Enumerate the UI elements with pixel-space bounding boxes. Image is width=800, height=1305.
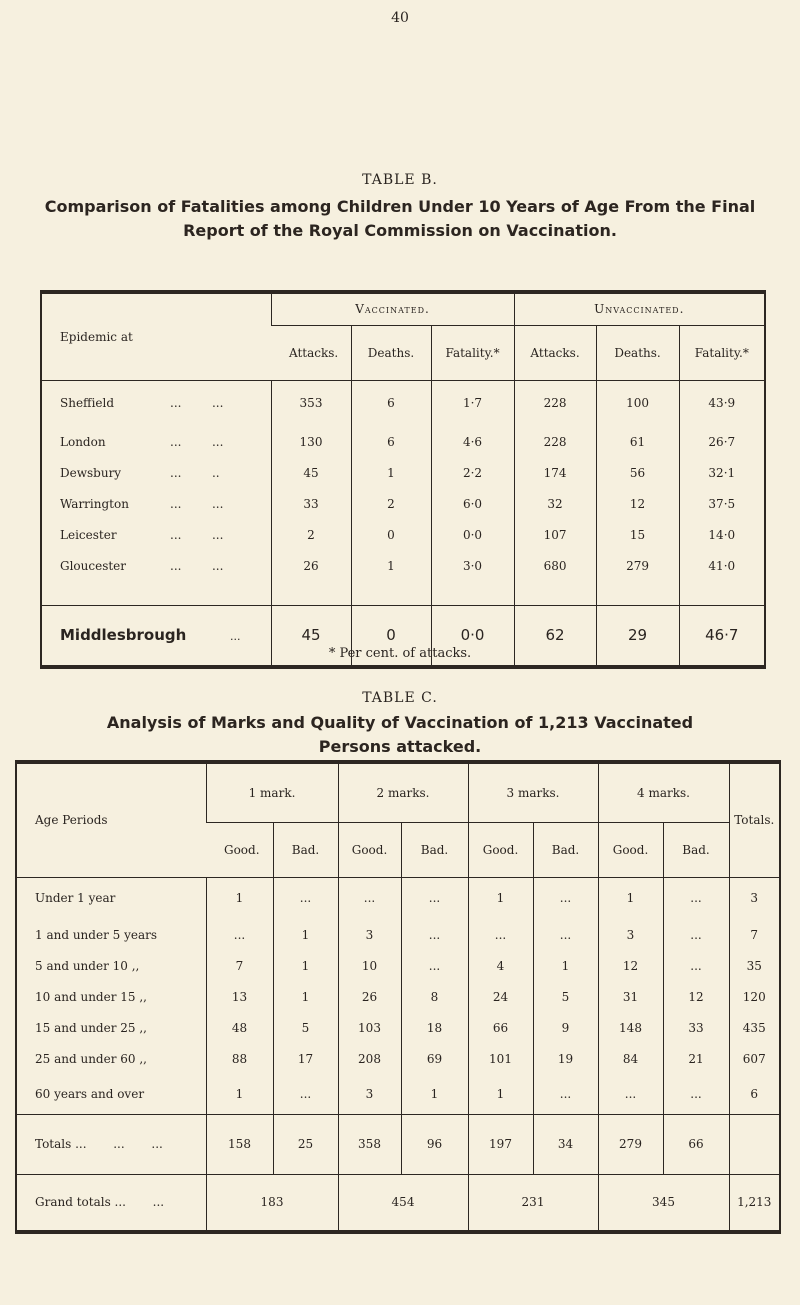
value-cell: 279: [596, 550, 679, 581]
place-cell: [41, 380, 271, 426]
spacer-cell: [351, 581, 431, 605]
table-row: [41, 488, 765, 519]
value-cell: 6: [351, 426, 431, 457]
value-cell: 13: [206, 981, 273, 1012]
value-cell: 56: [596, 457, 679, 488]
value-cell: 10: [338, 950, 401, 981]
place-cell: [41, 426, 271, 457]
value-cell: 1: [533, 950, 598, 981]
spacer-cell: [679, 581, 765, 605]
value-cell: 680: [514, 550, 596, 581]
value-cell: 29: [596, 605, 679, 667]
column-header: Good.: [338, 822, 401, 877]
value-cell: 107: [514, 519, 596, 550]
value-cell: 6: [351, 380, 431, 426]
value-cell: 228: [514, 380, 596, 426]
column-header: Attacks.: [271, 325, 351, 380]
totals-row: [16, 1114, 780, 1174]
table-row: [16, 1043, 780, 1074]
value-cell: 0: [351, 605, 431, 667]
leader-dots: ... ...: [170, 496, 224, 511]
column-header: Deaths.: [596, 325, 679, 380]
value-cell: 3·0: [431, 550, 514, 581]
value-cell: 19: [533, 1043, 598, 1074]
spacer-cell: [431, 581, 514, 605]
value-cell: 197: [468, 1114, 533, 1174]
table-b: [40, 290, 766, 669]
column-header: Good.: [598, 822, 663, 877]
value-cell: ...: [533, 877, 598, 919]
value-cell: 84: [598, 1043, 663, 1074]
value-cell: 15: [596, 519, 679, 550]
value-cell: 7: [206, 950, 273, 981]
value-cell: 26·7: [679, 426, 765, 457]
value-cell: 17: [273, 1043, 338, 1074]
value-cell: 4: [468, 950, 533, 981]
age-period-cell: 15 and under 25 ,,: [35, 1020, 147, 1035]
value-cell: 9: [533, 1012, 598, 1043]
value-cell: 41·0: [679, 550, 765, 581]
value-cell: ...: [598, 1074, 663, 1114]
table-row: [16, 877, 780, 919]
value-cell: 26: [338, 981, 401, 1012]
value-cell: ...: [338, 877, 401, 919]
leader-dots: ... ...: [170, 558, 224, 573]
value-cell: 12: [598, 950, 663, 981]
value-cell: 158: [206, 1114, 273, 1174]
value-cell: 96: [401, 1114, 468, 1174]
column-header: Fatality.*: [679, 325, 765, 380]
value-cell: 88: [206, 1043, 273, 1074]
table-row: [41, 426, 765, 457]
leader-dots: ... ...: [170, 527, 224, 542]
column-header: Good.: [206, 822, 273, 877]
value-cell: 35: [729, 950, 780, 981]
place-name: Warrington: [60, 496, 129, 511]
value-cell: ...: [533, 1074, 598, 1114]
value-cell: 6: [729, 1074, 780, 1114]
value-cell: 607: [729, 1043, 780, 1074]
leader-dots: ...: [230, 630, 241, 644]
group-vaccinated: Vaccinated.: [271, 292, 514, 325]
value-cell: 101: [468, 1043, 533, 1074]
value-cell: 1: [468, 1074, 533, 1114]
age-period-cell: 5 and under 10 ,,: [35, 958, 140, 973]
age-period-cell: 10 and under 15 ,,: [35, 989, 147, 1004]
place-cell: [41, 457, 271, 488]
place-name: London: [60, 434, 106, 449]
leader-dots: ... ..: [170, 465, 220, 480]
value-cell: 12: [596, 488, 679, 519]
value-cell: 14·0: [679, 519, 765, 550]
value-cell: 345: [598, 1174, 729, 1232]
value-cell: 43·9: [679, 380, 765, 426]
value-cell: 18: [401, 1012, 468, 1043]
value-cell: 100: [596, 380, 679, 426]
age-period-cell: 60 years and over: [35, 1086, 145, 1101]
value-cell: 4·6: [431, 426, 514, 457]
value-cell: 0·0: [431, 519, 514, 550]
value-cell: 48: [206, 1012, 273, 1043]
value-cell: ...: [273, 1074, 338, 1114]
value-cell: 69: [401, 1043, 468, 1074]
value-cell: 1: [273, 919, 338, 950]
value-cell: 353: [271, 380, 351, 426]
value-cell: ...: [663, 1074, 729, 1114]
value-cell: ...: [468, 919, 533, 950]
table-c-label: TABLE C.: [362, 690, 438, 706]
value-cell: 208: [338, 1043, 401, 1074]
place-name: Middlesbrough: [60, 626, 187, 645]
value-cell: 0·0: [431, 605, 514, 667]
value-cell: ...: [663, 950, 729, 981]
value-cell: 183: [206, 1174, 338, 1232]
group-header: 4 marks.: [598, 762, 729, 822]
value-cell: 1: [598, 877, 663, 919]
leader-dots: ... ...: [170, 434, 224, 449]
value-cell: 21: [663, 1043, 729, 1074]
value-cell: 62: [514, 605, 596, 667]
value-cell: 228: [514, 426, 596, 457]
value-cell: 24: [468, 981, 533, 1012]
value-cell: 1,213: [729, 1174, 780, 1232]
value-cell: 8: [401, 981, 468, 1012]
table-row: [41, 380, 765, 426]
column-header: Good.: [468, 822, 533, 877]
value-cell: 1: [206, 877, 273, 919]
totals-header: Totals.: [729, 762, 780, 877]
spacer-cell: [596, 581, 679, 605]
value-cell: 435: [729, 1012, 780, 1043]
value-cell: 66: [468, 1012, 533, 1043]
value-cell: 1·7: [431, 380, 514, 426]
value-cell: 3: [598, 919, 663, 950]
value-cell: 1: [273, 981, 338, 1012]
row-header: Epidemic at: [41, 292, 271, 380]
value-cell: ...: [663, 877, 729, 919]
value-cell: 26: [271, 550, 351, 581]
value-cell: 1: [273, 950, 338, 981]
table-row: [41, 550, 765, 581]
table-row: [16, 950, 780, 981]
value-cell: 454: [338, 1174, 468, 1232]
value-cell: 1: [351, 457, 431, 488]
value-cell: 1: [401, 1074, 468, 1114]
column-header: Attacks.: [514, 325, 596, 380]
value-cell: ...: [533, 919, 598, 950]
value-cell: 5: [533, 981, 598, 1012]
value-cell: 2·2: [431, 457, 514, 488]
value-cell: 5: [273, 1012, 338, 1043]
value-cell: 3: [729, 877, 780, 919]
value-cell: 0: [351, 519, 431, 550]
table-b-title: Comparison of Fatalities among Children Under 10 Years of Age From the Final Report of the Royal Commission on Vaccination.: [44, 197, 756, 240]
table-c: [15, 760, 781, 1234]
spacer-cell: [41, 581, 271, 605]
place-cell: [41, 550, 271, 581]
value-cell: 61: [596, 426, 679, 457]
table-c-title: Analysis of Marks and Quality of Vaccination of 1,213 Vaccinated Persons attacked.: [106, 713, 694, 756]
table-row: [41, 519, 765, 550]
value-cell: 2: [351, 488, 431, 519]
value-cell: 358: [338, 1114, 401, 1174]
value-cell: 45: [271, 457, 351, 488]
value-cell: 32: [514, 488, 596, 519]
value-cell: 174: [514, 457, 596, 488]
value-cell: 1: [206, 1074, 273, 1114]
group-header: 3 marks.: [468, 762, 598, 822]
group-header: 2 marks.: [338, 762, 468, 822]
value-cell: 45: [271, 605, 351, 667]
grand-totals-label: Grand totals ... ...: [35, 1195, 165, 1210]
value-cell: 46·7: [679, 605, 765, 667]
footnote: * Per cent. of attacks.: [328, 646, 472, 661]
value-cell: 6·0: [431, 488, 514, 519]
value-cell: 130: [271, 426, 351, 457]
place-name: Gloucester: [60, 558, 127, 573]
value-cell: 66: [663, 1114, 729, 1174]
grand-totals-row: [16, 1174, 780, 1232]
value-cell: 7: [729, 919, 780, 950]
spacer-cell: [271, 581, 351, 605]
value-cell: ...: [206, 919, 273, 950]
value-cell: 3: [338, 1074, 401, 1114]
value-cell: 2: [271, 519, 351, 550]
spacer-cell: [514, 581, 596, 605]
table-b-label: TABLE B.: [362, 172, 438, 188]
column-header: Bad.: [663, 822, 729, 877]
value-cell: ...: [401, 950, 468, 981]
place-cell: [41, 519, 271, 550]
value-cell: ...: [401, 919, 468, 950]
value-cell: 32·1: [679, 457, 765, 488]
age-period-cell: 25 and under 60 ,,: [35, 1051, 147, 1066]
place-name: Leicester: [60, 527, 117, 542]
value-cell: 3: [338, 919, 401, 950]
group-header: 1 mark.: [206, 762, 338, 822]
value-cell: 120: [729, 981, 780, 1012]
row-header: Age Periods: [16, 762, 206, 877]
value-cell: 231: [468, 1174, 598, 1232]
table-row: [41, 457, 765, 488]
table-row: [16, 981, 780, 1012]
value-cell: 37·5: [679, 488, 765, 519]
value-cell: ...: [273, 877, 338, 919]
value-cell: 279: [598, 1114, 663, 1174]
column-header: Bad.: [533, 822, 598, 877]
value-cell: [729, 1114, 780, 1174]
column-header: Bad.: [401, 822, 468, 877]
totals-label: Totals ... ... ...: [35, 1137, 163, 1151]
leader-dots: ... ...: [170, 396, 224, 411]
column-header: Bad.: [273, 822, 338, 877]
group-unvaccinated: Unvaccinated.: [514, 292, 765, 325]
place-name: Sheffield: [60, 396, 115, 411]
table-row: [16, 1074, 780, 1114]
age-period-cell: 1 and under 5 years: [35, 927, 157, 942]
age-period-cell: Under 1 year: [35, 891, 116, 906]
place-cell: [41, 488, 271, 519]
table-row: [16, 1012, 780, 1043]
value-cell: 31: [598, 981, 663, 1012]
value-cell: 1: [468, 877, 533, 919]
value-cell: 33: [663, 1012, 729, 1043]
place-name: Dewsbury: [60, 465, 122, 480]
value-cell: 1: [351, 550, 431, 581]
value-cell: 103: [338, 1012, 401, 1043]
value-cell: 33: [271, 488, 351, 519]
value-cell: ...: [401, 877, 468, 919]
value-cell: 25: [273, 1114, 338, 1174]
value-cell: 148: [598, 1012, 663, 1043]
column-header: Fatality.*: [431, 325, 514, 380]
column-header: Deaths.: [351, 325, 431, 380]
table-row: [16, 919, 780, 950]
value-cell: ...: [663, 919, 729, 950]
page-number: 40: [391, 10, 409, 26]
value-cell: 34: [533, 1114, 598, 1174]
value-cell: 12: [663, 981, 729, 1012]
